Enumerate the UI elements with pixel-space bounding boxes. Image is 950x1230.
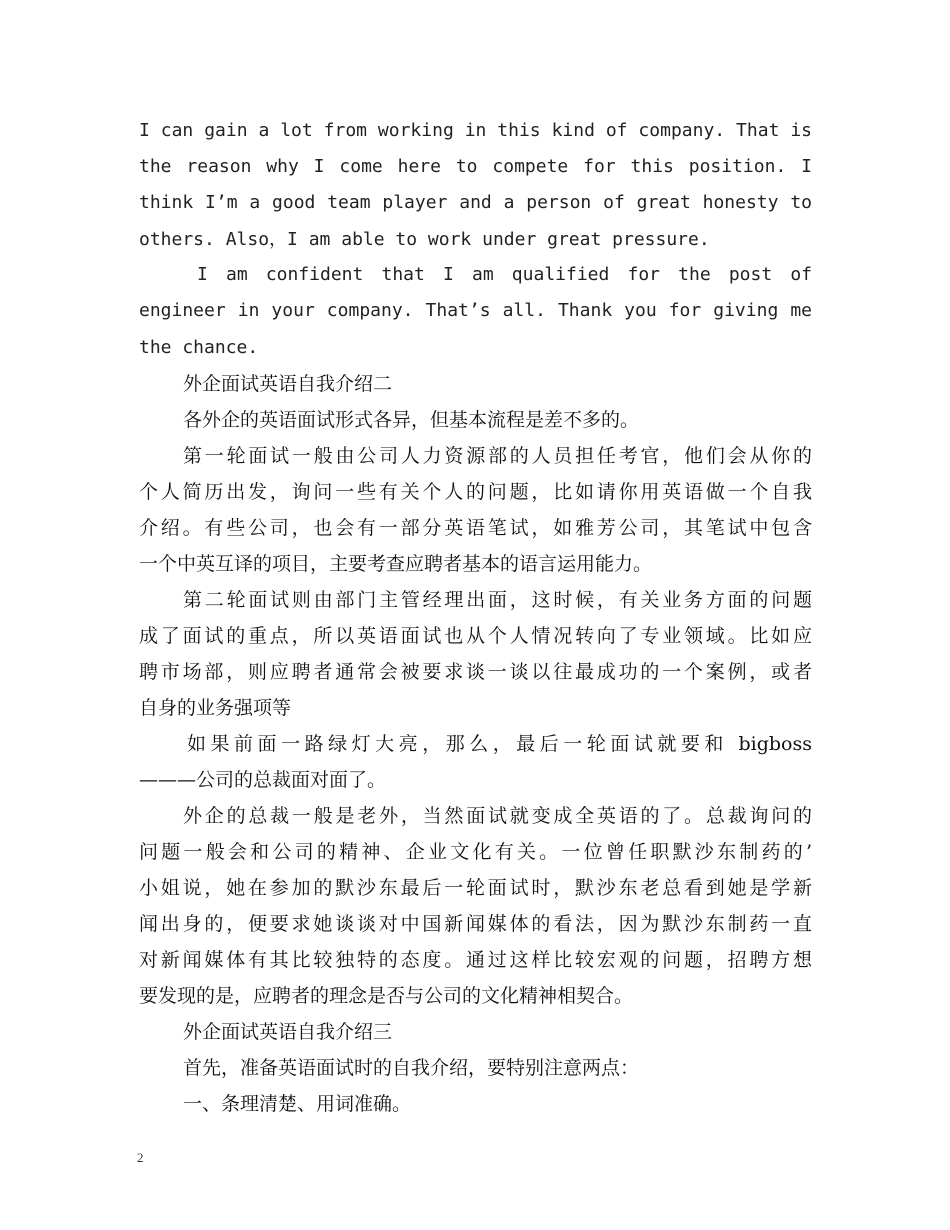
text-line: 问题一般会和公司的精神、企业文化有关。一位曾任职默沙东制药的’ xyxy=(139,841,812,863)
paragraph-start-line: 如果前面一路绿灯大亮，那么，最后一轮面试就要和 bigboss xyxy=(187,733,812,755)
paragraph-start-line: 外企的总裁一般是老外，当然面试就变成全英语的了。总裁询问的 xyxy=(183,805,812,827)
section-heading: 外企面试英语自我介绍三 xyxy=(183,1021,393,1043)
section-heading: 外企面试英语自我介绍二 xyxy=(183,373,393,395)
text-line: 介绍。有些公司，也会有一部分英语笔试，如雅芳公司，其笔试中包含 xyxy=(139,517,812,539)
text-line: 成了面试的重点，所以英语面试也从个人情况转向了专业领域。比如应 xyxy=(139,625,812,647)
text-line: others. Also，I am able to work under great pressure. xyxy=(139,229,710,250)
paragraph-start-line: 第二轮面试则由部门主管经理出面，这时候，有关业务方面的问题 xyxy=(183,589,812,611)
text-line: 个人简历出发，询问一些有关个人的问题，比如请你用英语做一个自我 xyxy=(139,481,812,503)
text-line: I can gain a lot from working in this kind of company. That is xyxy=(139,120,812,141)
text-line: 小姐说，她在参加的默沙东最后一轮面试时，默沙东老总看到她是学新 xyxy=(139,877,812,899)
text-line: 一个中英互译的项目，主要考查应聘者基本的语言运用能力。 xyxy=(139,553,653,575)
paragraph-start-line: 各外企的英语面试形式各异，但基本流程是差不多的。 xyxy=(183,409,640,431)
paragraph-start-line: 一、条理清楚、用词准确。 xyxy=(183,1093,412,1115)
text-line: 对新闻媒体有其比较独特的态度。通过这样比较宏观的问题，招聘方想 xyxy=(139,949,812,971)
text-line: 自身的业务强项等 xyxy=(139,697,292,719)
text-line: think I’m a good team player and a person of great honesty to xyxy=(139,192,812,213)
paragraph-start-line: 第一轮面试一般由公司人力资源部的人员担任考官，他们会从你的 xyxy=(183,445,812,467)
text-line: the reason why I come here to compete for this position. I xyxy=(139,156,812,177)
text-line: ———公司的总裁面对面了。 xyxy=(139,769,387,791)
text-line: 闻出身的，便要求她谈谈对中国新闻媒体的看法，因为默沙东制药一直 xyxy=(139,913,812,935)
text-line: 要发现的是，应聘者的理念是否与公司的文化精神相契合。 xyxy=(139,985,634,1007)
paragraph-start-line: 首先，准备英语面试时的自我介绍，要特别注意两点： xyxy=(183,1057,640,1079)
text-line: the chance. xyxy=(139,337,259,358)
text-line: 聘市场部，则应聘者通常会被要求谈一谈以往最成功的一个案例，或者 xyxy=(139,661,812,683)
text-line: engineer in your company. That’s all. Thank you for giving me xyxy=(139,300,812,321)
paragraph-start-line: I am confident that I am qualified for the post of xyxy=(197,264,812,285)
page-number: 2 xyxy=(137,1150,144,1165)
